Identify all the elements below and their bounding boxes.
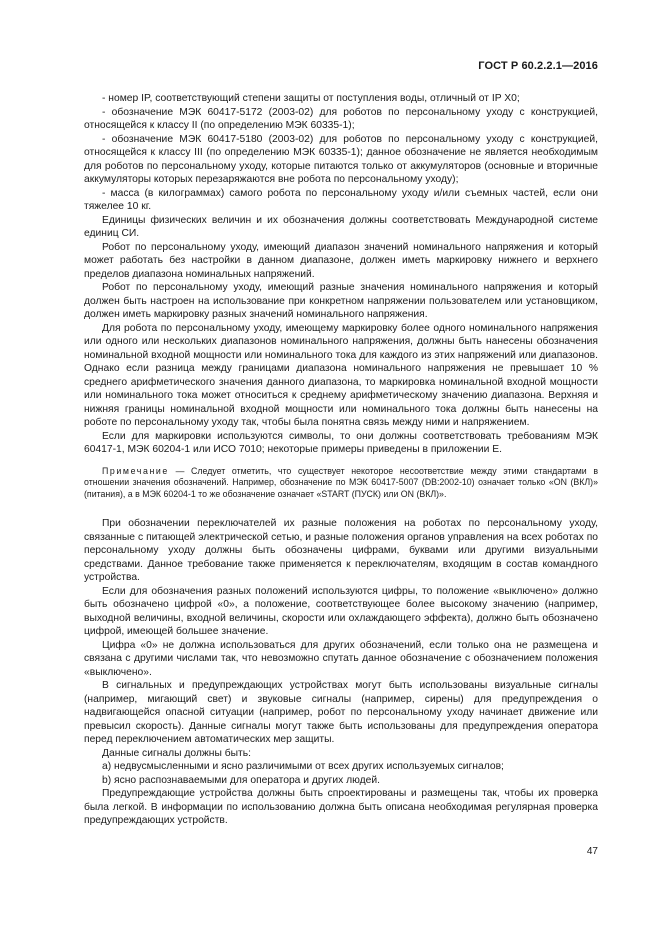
paragraph-warning-signals: В сигнальных и предупреждающих устройствах могут быть использованы визуальные сигналы (например, мигающий свет) и звуковые сигналы (например, сирены) для предупреждения о надвигающейся опасной ситуации (например, робот по персональному уходу начинает движение или превысил скорость). Данные сигналы могут также быть использованы для предупреждения оператора перед переключением автоматических мер защиты.	[84, 680, 598, 746]
paragraph-digit-off: Если для обозначения разных положений используются цифры, то положение «выключено» должно быть обозначено цифрой «0», а положение, соответствующее более высокому значению (например, выходной величины, входной величины, скорости или охлаждающего эффекта), должно быть обозначено цифрой, имеющей большее значение.	[84, 585, 598, 638]
document-header: ГОСТ Р 60.2.2.1—2016	[478, 60, 598, 72]
paragraph-switch-positions: При обозначении переключателей их разные положения на роботах по персональному уходу, связанные с питающей электрической сетью, и разные положения органов управления на всех роботах по персональному уходу должны быть обозначены цифрами, буквами или другими визуальными средствами. Данное требование также применяется к переключателям, входящим в состав командного устройства.	[84, 518, 598, 584]
paragraph-input-power: Для робота по персональному уходу, имеющему маркировку более одного номинального напряжения или одного или нескольких диапазонов номинального напряжения, должны быть нанесены обозначения номинальной входной мощности или номинального тока для каждого из этих напряжений или диапазонов. Однако если разница между границами диапазона номинального напряжения не превышает 10 % среднего арифметического значения данного диапазона, то маркировка номинальной входной мощности или номинального тока может относиться к среднему арифметическому значению диапазона. Верхняя и нижняя границы номинальной входной мощности или номинального тока должны быть нанесены на роботе по персональному уходу так, чтобы была понятна связь между ними и напряжением.	[84, 322, 598, 428]
list-item-class-iii-symbol: - обозначение МЭК 60417-5180 (2003-02) для роботов по персональному уходу с конструкцией, относящейся к классу III (по определению МЭК 60335-1); данное обозначение не является необходимым для роботов по персональному уходу, которые питаются только от аккумуляторов (основные и вторичные аккумуляторы которых перезаряжаются вне робота по персональному уходу);	[84, 133, 598, 185]
list-item-a: a) недвусмысленными и ясно различимыми от всех других используемых сигналов;	[102, 761, 504, 773]
paragraph-signals-must-be: Данные сигналы должны быть:	[102, 747, 251, 759]
page-body	[84, 92, 598, 828]
list-item-mass: - масса (в килограммах) самого робота по персональному уходу и/или съемных частей, если они тяжелее 10 кг.	[84, 187, 598, 212]
paragraph-voltage-values: Робот по персональному уходу, имеющий разные значения номинального напряжения и который должен быть настроен на использование при конкретном напряжении пользователем или установщиком, должен иметь маркировку разных значений номинального напряжения.	[84, 282, 598, 320]
note-label: Примечание	[102, 465, 169, 476]
paragraph-voltage-range: Робот по персональному уходу, имеющий диапазон значений номинального напряжения и который может работать без настройки в данном диапазоне, должен иметь маркировку нижнего и верхнего пределов диапазона номинальных напряжений.	[84, 241, 598, 280]
paragraph-digit-zero: Цифра «0» не должна использоваться для других обозначений, если только она не размещена и связана с другими числами так, что невозможно спутать данное обозначение с обозначением положения «выключено».	[84, 639, 598, 678]
note-block	[84, 466, 598, 501]
paragraph-si-units: Единицы физических величин и их обозначения должны соответствовать Международной системе единиц СИ.	[84, 214, 598, 239]
page-number: 47	[586, 846, 598, 857]
list-item-ip-rating: - номер IP, соответствующий степени защиты от поступления воды, отличный от IP X0;	[102, 93, 520, 104]
note-text: — Следует отметить, что существует некоторое несоответствие между этими стандартами в отношении значения обозначений. Например, обозначение по МЭК 60417-5007 (DB:2002-10) означает только «ON (ВКЛ)» (питания), а в МЭК 60204-1 то же обозначение означает «START (ПУСК) или ON (ВКЛ)».	[84, 465, 598, 499]
list-item-class-ii-symbol: - обозначение МЭК 60417-5172 (2003-02) для роботов по персональному уходу с конструкцией, относящейся к классу II (по определению МЭК 60335-1);	[84, 106, 598, 131]
paragraph-symbols: Если для маркировки используются символы, то они должны соответствовать требованиям МЭК 60417-1, МЭК 60204-1 или ИСО 7010; некоторые примеры приведены в приложении Е.	[84, 430, 598, 455]
paragraph-warning-devices: Предупреждающие устройства должны быть спроектированы и размещены так, чтобы их проверка была легкой. В информации по использованию должна быть описана необходимая регулярная проверка предупреждающих устройств.	[84, 788, 598, 827]
list-item-b: b) ясно распознаваемыми для оператора и других людей.	[102, 774, 381, 786]
